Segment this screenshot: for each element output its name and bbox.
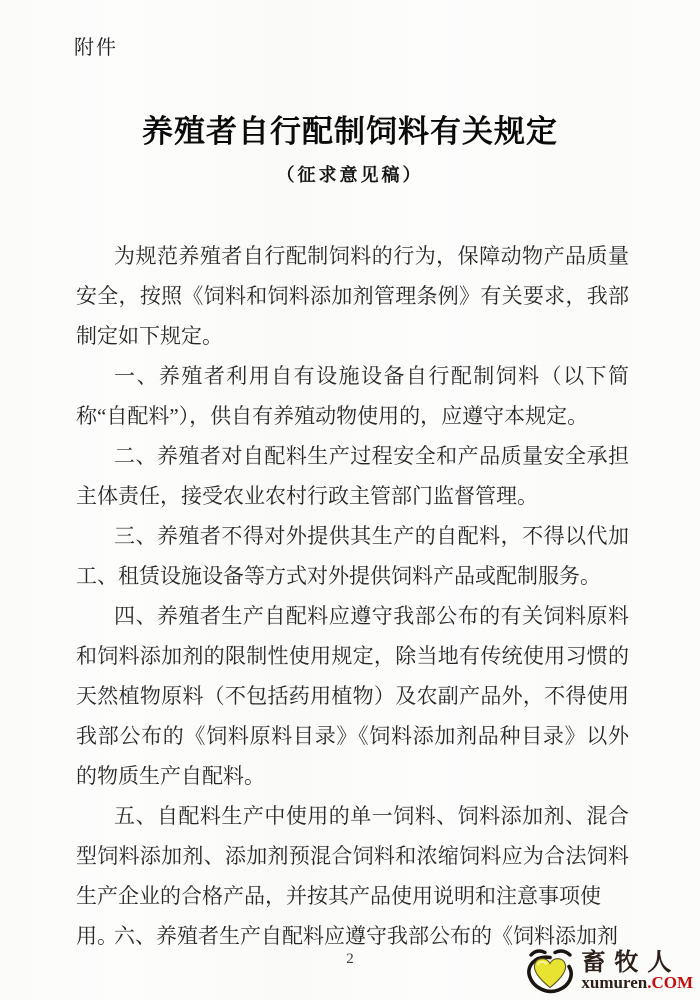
body-line: 安全，按照《饲料和饲料添加剂管理条例》有关要求，我部 (76, 284, 629, 308)
watermark-text (581, 951, 693, 991)
body-line: 六、养殖者生产自配料应遵守我部公布的《饲料添加剂 (114, 924, 618, 948)
body-line: 的物质生产自配料。 (76, 764, 265, 788)
document-body (76, 236, 629, 956)
body-line: 天然植物原料（不包括药用植物）及农副产品外，不得使用 (76, 684, 629, 708)
body-line: 主体责任，接受农业农村行政主管部门监督管理。 (76, 484, 538, 508)
heart-logo-icon (524, 947, 578, 995)
body-line: 生产企业的合格产品，并按其产品使用说明和注意事项使用。 (76, 884, 601, 948)
body-line: 工、租赁设施设备等方式对外提供饲料产品或配制服务。 (76, 564, 601, 588)
brand-name: 畜牧人 (581, 950, 681, 976)
body-line: 和饲料添加剂的限制性使用规定，除当地有传统使用习惯的 (76, 644, 629, 668)
body-line: 我部公布的《饲料原料目录》《饲料添加剂品种目录》以外 (76, 724, 629, 748)
body-line: 为规范养殖者自行配制饲料的行为，保障动物产品质量 (114, 244, 629, 268)
brand-domain: xumuren (581, 973, 648, 992)
body-line: 一、养殖者利用自有设施设备自行配制饲料（以下简 (114, 364, 629, 388)
body-line: 四、养殖者生产自配料应遵守我部公布的有关饲料原料 (114, 604, 629, 628)
body-line: 型饲料添加剂、添加剂预混合饲料和浓缩饲料应为合法饲料 (76, 844, 629, 868)
body-line: 五、自配料生产中使用的单一饲料、饲料添加剂、混合 (114, 804, 629, 828)
body-line: 二、养殖者对自配料生产过程安全和产品质量安全承担 (114, 444, 629, 468)
document-title: 养殖者自行配制饲料有关规定 (142, 114, 558, 149)
brand-tld: .COM (647, 973, 693, 992)
brand-domain-line (581, 974, 693, 991)
body-line: 三、养殖者不得对外提供其生产的自配料，不得以代加 (114, 524, 629, 548)
body-line: 称“自配料”），供自有养殖动物使用的，应遵守本规定。 (76, 404, 589, 428)
site-watermark (524, 947, 693, 995)
body-line: 制定如下规定。 (76, 324, 223, 348)
page-number: 2 (346, 951, 354, 967)
document-subtitle: （征求意见稿） (276, 165, 424, 185)
attachment-label: 附件 (74, 37, 118, 59)
